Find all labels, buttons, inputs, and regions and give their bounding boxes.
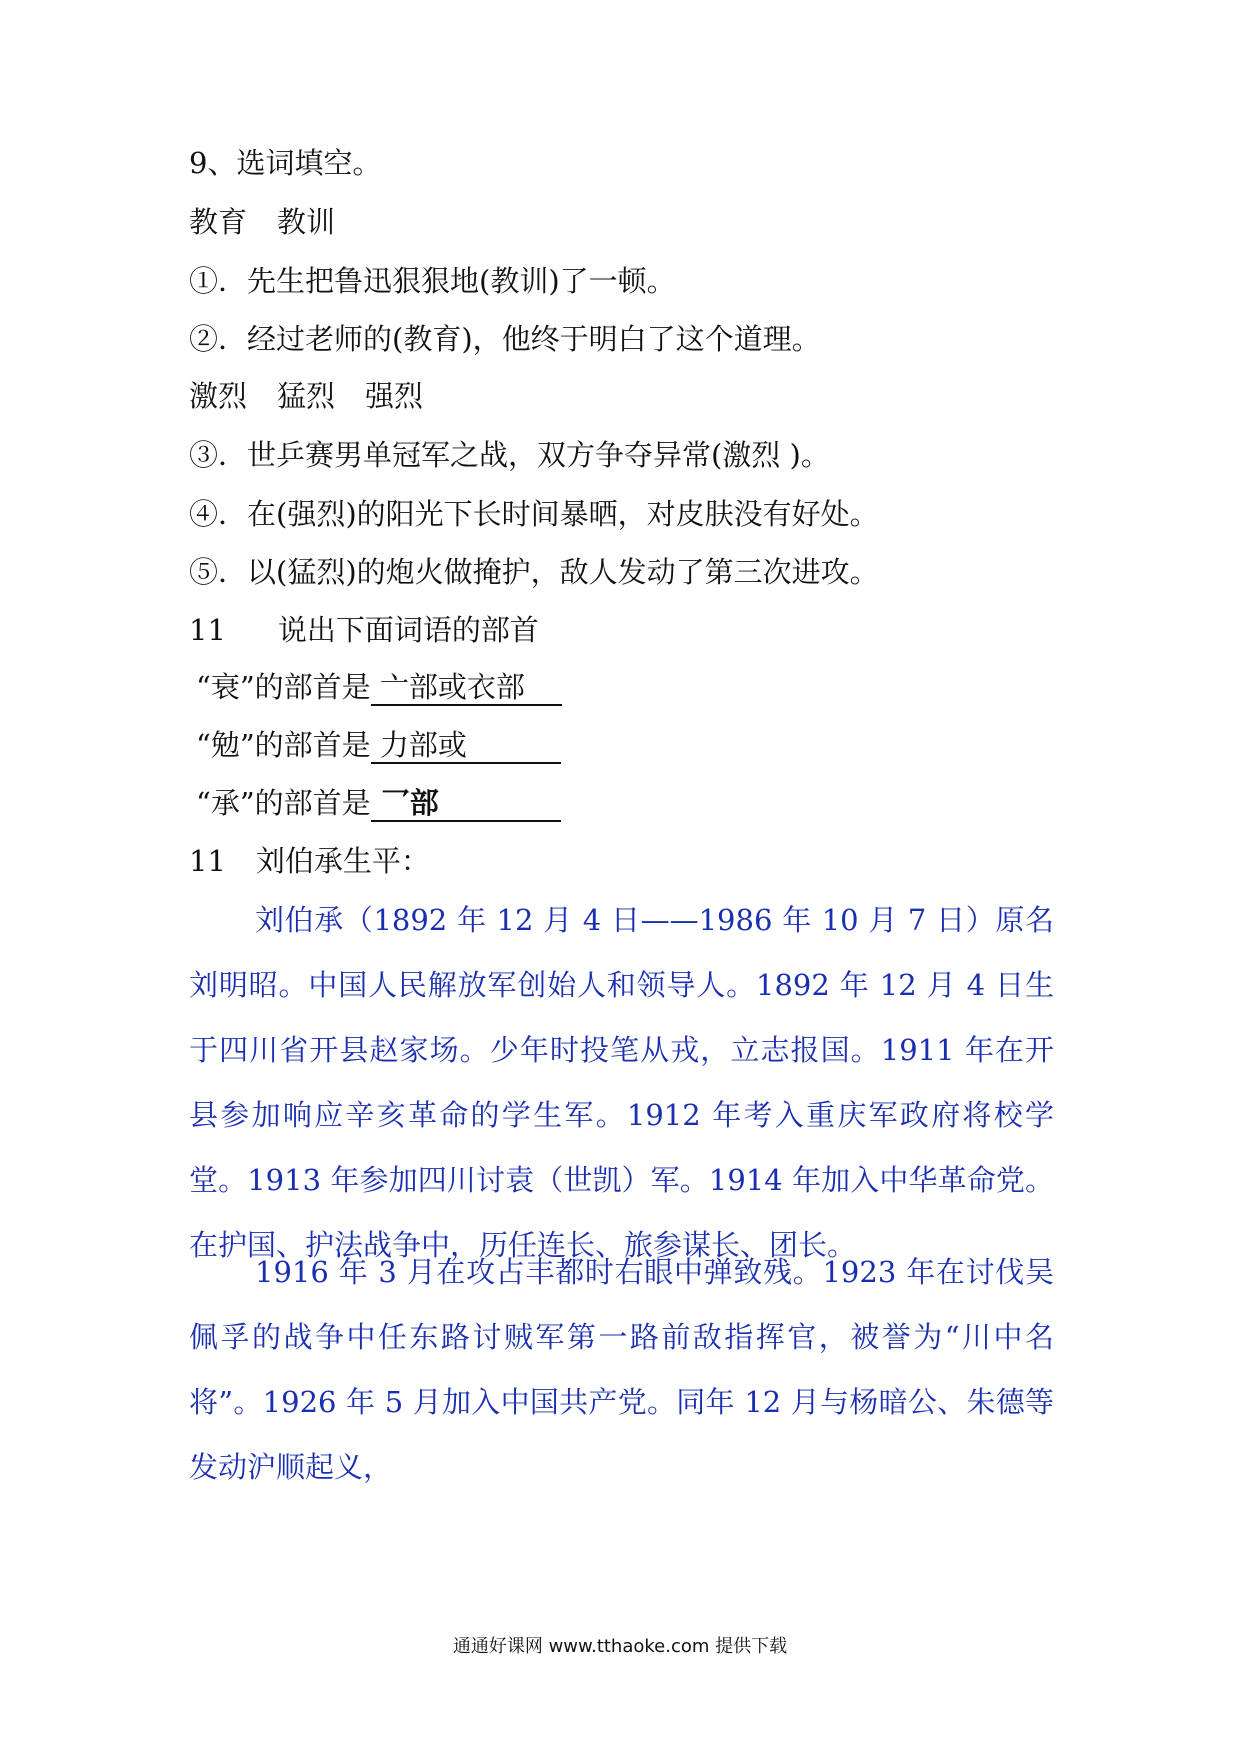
word-choice-group-1: [189, 202, 335, 242]
sentence-3: ③．世乒赛男单冠军之战，双方争夺异常(激烈 )。: [189, 438, 830, 472]
question-11-biography-title: [189, 841, 430, 881]
question-11-radicals-title: [189, 610, 539, 650]
sentence-5: ⑤．以(猛烈)的炮火做掩护，敌人发动了第三次进攻。: [189, 555, 879, 589]
biography-paragraph-1: 刘伯承（1892 年 12 月 4 日——1986 年 10 月 7 日）原名刘明昭。中国人民解放军创始人和领导人。1892 年 12 月 4 日生于四川省开县赵家场。少年时投笔从戎，立志报国。1911 年在开县参加响应辛亥革命的学生军。1912 年考入重庆军政府将校学堂。1913 年参加四川讨袁（世凯）军。1914 年加入中华革命党。在护国、护法战争中，历任连长、旅参谋长、团长。: [189, 903, 1054, 1262]
sentence-2: ②．经过老师的(教育)，他终于明白了这个道理。: [189, 322, 821, 356]
question-text: 说出下面词语的部首: [277, 613, 539, 647]
word-choice-group-2: [189, 376, 423, 416]
radical-item: [196, 783, 561, 823]
radical-prompt: “衰”的部首是: [196, 670, 371, 704]
sentence-1: ①．先生把鲁迅狠狠地(教训)了一顿。: [189, 264, 676, 298]
word-choice: 教训: [277, 205, 336, 239]
word-choice: 猛烈: [277, 379, 336, 413]
question-text: 刘伯承生平：: [255, 844, 430, 878]
radical-prompt: “承”的部首是: [196, 786, 371, 820]
word-choice: 教育: [189, 205, 248, 239]
question-number: 11: [189, 844, 226, 878]
radical-prompt: “勉”的部首是: [196, 728, 371, 762]
biography-paragraph-2: 1916 年 3 月在攻占丰都时右眼中弹致残。1923 年在讨伐吴佩孚的战争中任东路讨贼军第一路前敌指挥官，被誉为“川中名将”。1926 年 5 月加入中国共产党。同年 12 月与杨暗公、朱德等发动沪顺起义，: [189, 1255, 1054, 1484]
radical-answer: 力部或: [371, 728, 561, 764]
radical-item: [196, 667, 562, 707]
footer-credit: 通通好课网 www.tthaoke.com 提供下载: [452, 1636, 788, 1657]
radical-answer: 乛部: [371, 786, 561, 822]
radical-answer: 亠部或衣部: [370, 670, 562, 704]
radical-item: [196, 725, 561, 765]
word-choice: 强烈: [365, 379, 424, 413]
question-9-title: 9、选词填空。: [189, 146, 382, 180]
sentence-4: ④．在(强烈)的阳光下长时间暴晒，对皮肤没有好处。: [189, 497, 879, 531]
word-choice: 激烈: [189, 379, 248, 413]
question-number: 11: [189, 613, 226, 647]
